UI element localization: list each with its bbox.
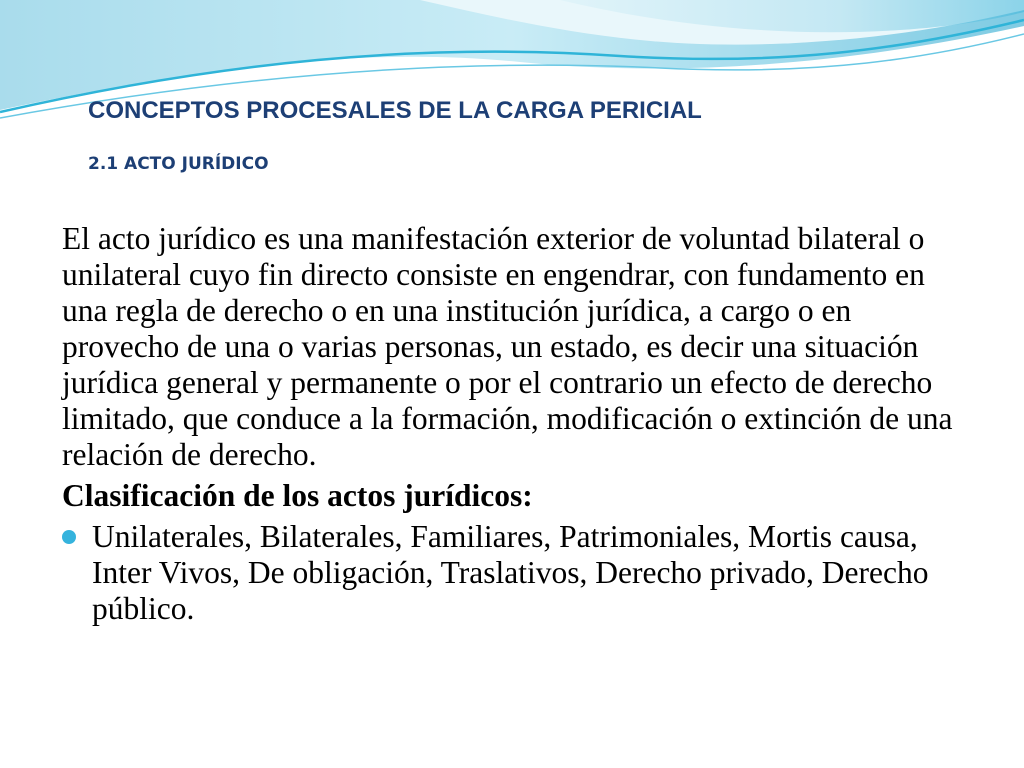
slide-title: CONCEPTOS PROCESALES DE LA CARGA PERICIAL [88, 97, 702, 124]
definition-paragraph: El acto jurídico es una manifestación exterior de voluntad bilateral o unilateral cuyo fin directo consiste en engendrar, con fundamento en una regla de derecho o en una institución jurídica, a cargo o en provecho de una o varias personas, un estado, es decir una situación jurídica general y permanente o por el contrario un efecto de derecho limitado, que conduce a la formación, modificación o extinción de una relación de derecho. [62, 221, 953, 472]
bullet-icon [62, 530, 76, 544]
slide-body [62, 221, 972, 627]
classification-list [62, 519, 972, 627]
slide-subtitle: 2.1 ACTO JURÍDICO [88, 154, 269, 174]
list-item-text: Unilaterales, Bilaterales, Familiares, Patrimoniales, Mortis causa, Inter Vivos, De obligación, Traslativos, Derecho privado, Derecho público. [92, 519, 929, 626]
classification-heading: Clasificación de los actos jurídicos: [62, 478, 533, 513]
list-item [62, 519, 972, 627]
